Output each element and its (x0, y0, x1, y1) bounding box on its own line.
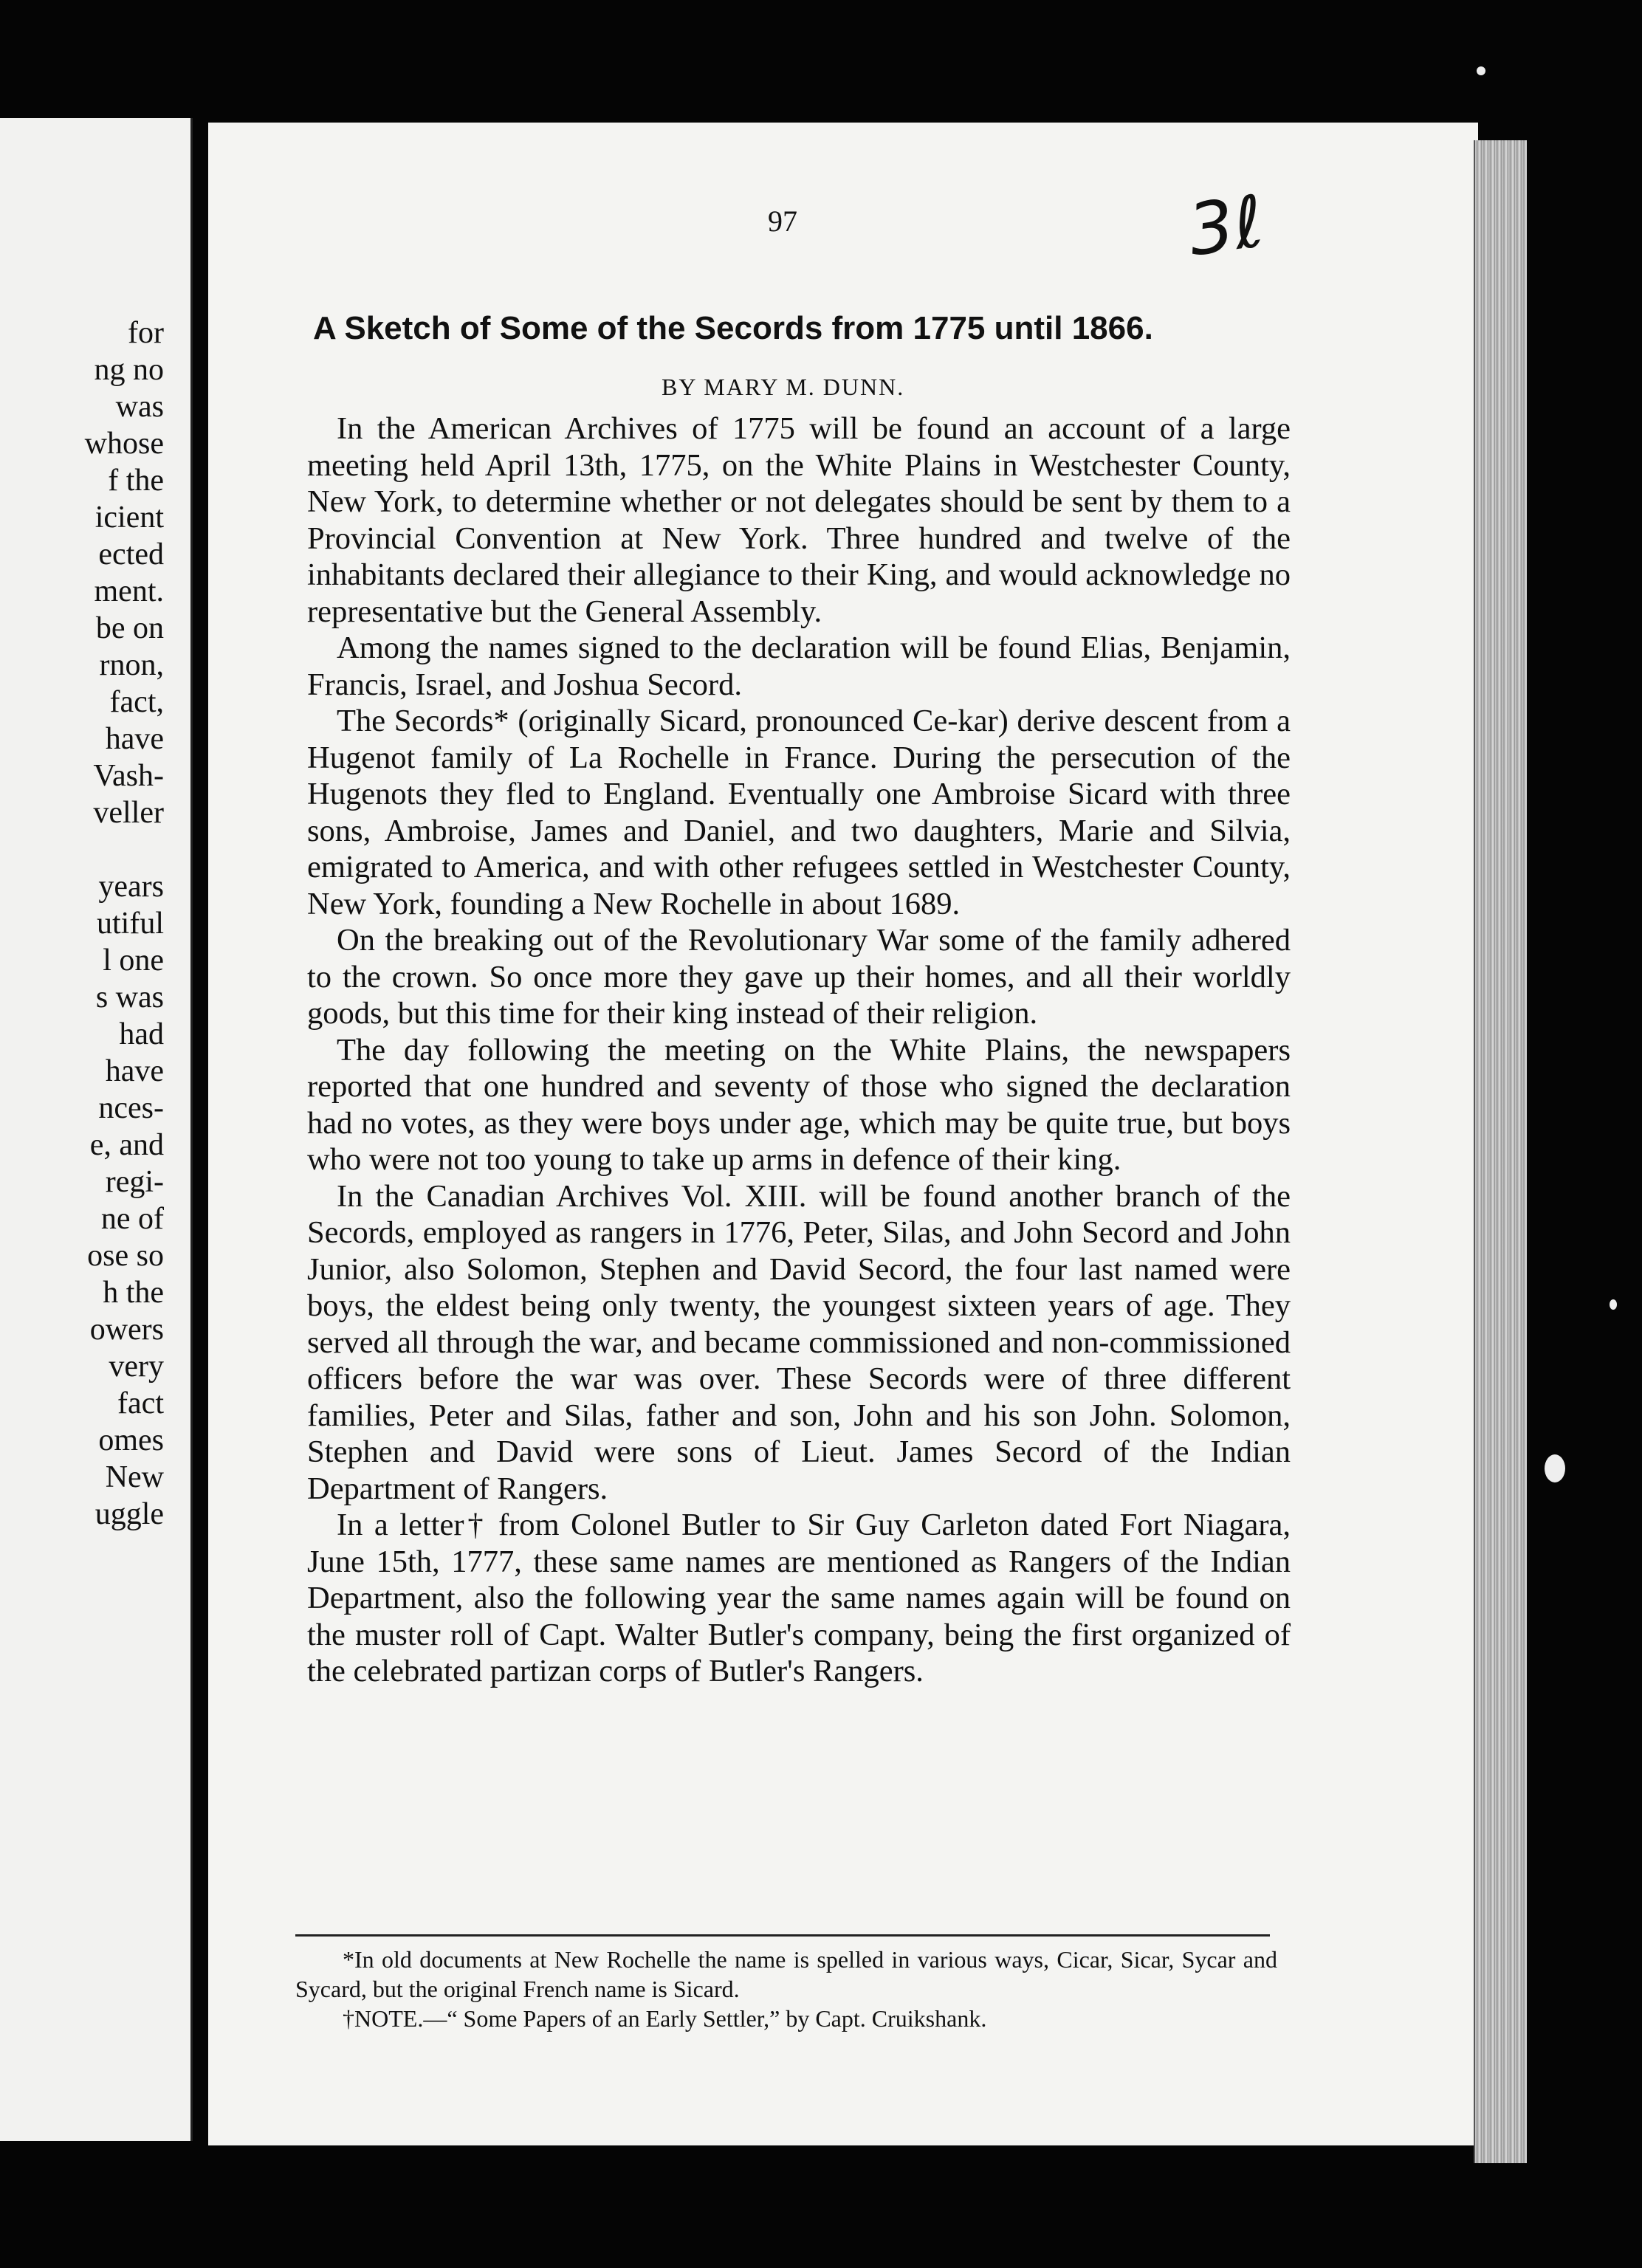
dust-speck (1477, 66, 1485, 75)
left-line-fragment: for (128, 316, 164, 350)
left-page-fragment (0, 118, 193, 2141)
article-title: A Sketch of Some of the Secords from 1775 until 1866. (313, 310, 1153, 346)
left-page-text (0, 315, 164, 1533)
dust-speck (1545, 1454, 1565, 1482)
left-line-fragment: icient (95, 501, 164, 535)
left-line-fragment: fact, (109, 685, 164, 719)
left-line-fragment: whose (84, 427, 164, 461)
left-line-fragment: very (109, 1350, 164, 1384)
left-line-fragment: owers (89, 1313, 164, 1347)
byline: BY MARY M. DUNN. (662, 374, 905, 400)
paragraph: In the Canadian Archives Vol. XIII. will be found another branch of the Secords, employed as rangers in 1776, Peter, Silas, and John Secord and John Junior, also Solomon, Stephen and David Secord, the four last named were boys, the eldest being only twenty, the youngest sixteen years of age. They served all through the war, and became commissioned and non-commissioned officers before the war was over. These Secords were of three different families, Peter and Silas, father and son, John and his son John. Solomon, Stephen and David were sons of Lieut. James Secord of the Indian Department of Rangers. (307, 1178, 1291, 1506)
article-body (307, 410, 1291, 1690)
left-line-fragment: s was (95, 980, 164, 1014)
left-line-fragment: f the (108, 464, 164, 498)
paragraph: Among the names signed to the declaration will be found Elias, Benjamin, Francis, Israel, and Joshua Secord. (307, 630, 1291, 702)
left-line-fragment: rnon, (99, 648, 164, 682)
left-line-fragment: utiful (97, 907, 164, 941)
paragraph: The Secords* (originally Sicard, pronounced Ce-kar) derive descent from a Hugenot family of La Rochelle in France. During the persecution of the Hugenots they fled to England. Eventually one Ambroise Sicard with three sons, Ambroise, James and Daniel, and two daughters, Marie and Silvia, emigrated to America, and with other refugees settled in Westchester County, New York, founding a New Rochelle in about 1689. (307, 704, 1291, 921)
left-line-fragment: e, and (89, 1128, 164, 1162)
left-line-fragment: nces- (98, 1091, 164, 1125)
left-line-fragment: years (98, 870, 164, 904)
footnote-rule (295, 1934, 1270, 1937)
left-line-fragment: ose so (87, 1239, 164, 1273)
left-line-fragment: New (105, 1460, 164, 1494)
left-line-fragment: ng no (94, 353, 164, 387)
left-line-fragment: have (105, 1054, 164, 1088)
handwritten-mark: 3ℓ (1183, 179, 1269, 272)
left-line-fragment: have (105, 722, 164, 756)
left-line-fragment: ment. (94, 574, 164, 608)
footnotes (295, 1945, 1277, 2033)
left-line-fragment: was (115, 390, 164, 424)
left-line-fragment: h the (103, 1276, 164, 1310)
footnote: *In old documents at New Rochelle the name is spelled in various ways, Cicar, Sicar, Sycar and Sycard, but the original French name is Sicard. (295, 1946, 1277, 2002)
dust-speck (1610, 1299, 1617, 1310)
left-line-fragment: had (119, 1017, 164, 1051)
left-line-fragment: uggle (95, 1497, 164, 1531)
paragraph: The day following the meeting on the White Plains, the newspapers reported that one hundred and seventy of those who signed the declaration had no votes, as they were boys under age, which may be quite true, but boys who were not too young to take up arms in defence of their king. (307, 1032, 1291, 1177)
left-line-fragment: veller (93, 796, 164, 830)
left-line-fragment: Vash- (93, 759, 164, 793)
left-line-fragment: fact (117, 1386, 164, 1420)
left-line-fragment (0, 831, 164, 868)
page-edges (1474, 140, 1527, 2163)
left-line-fragment: ne of (100, 1202, 164, 1236)
left-line-fragment: ected (98, 537, 164, 571)
paragraph: On the breaking out of the Revolutionary War some of the family adhered to the crown. So once more they gave up their homes, and all their worldly goods, but this time for their king instead of their religion. (307, 923, 1291, 1031)
page-number: 97 (768, 205, 797, 238)
left-line-fragment: l one (103, 944, 164, 977)
footnote: †NOTE.—“ Some Papers of an Early Settler,” by Capt. Cruikshank. (343, 2005, 987, 2032)
left-line-fragment: regi- (105, 1165, 164, 1199)
left-line-fragment: be on (95, 611, 164, 645)
paragraph: In the American Archives of 1775 will be found an account of a large meeting held April 13th, 1775, on the White Plains in Westchester County, New York, to determine whether or not delegates should be sent by them to a Provincial Convention at New York. Three hundred and twelve of the inhabitants declared their allegiance to their King, and would acknowledge no representative but the General Assembly. (307, 411, 1291, 629)
paragraph: In a letter† from Colonel Butler to Sir Guy Carleton dated Fort Niagara, June 15th, 1777, these same names are mentioned as Rangers of the Indian Department, also the following year the same names again will be found on the muster roll of Capt. Walter Butler's company, being the first organized of the celebrated partizan corps of Butler's Rangers. (307, 1508, 1291, 1688)
left-line-fragment: omes (98, 1423, 164, 1457)
